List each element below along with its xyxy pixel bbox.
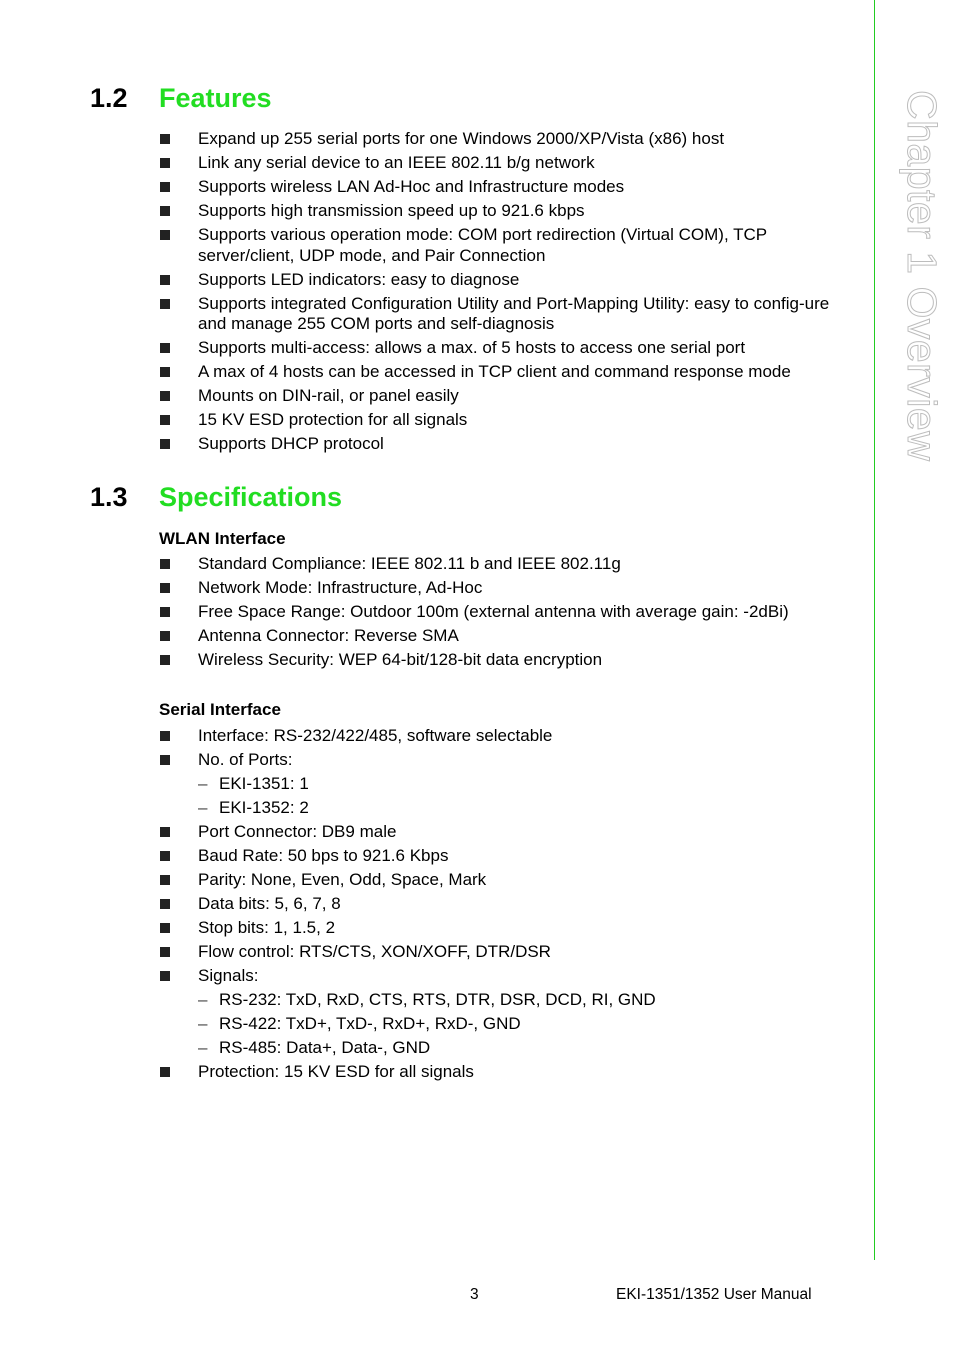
list-item: Data bits: 5, 6, 7, 8 [159,894,839,915]
dash-bullet-icon: – [198,990,208,1009]
list-item: Protection: 15 KV ESD for all signals [159,1062,839,1083]
list-item: Network Mode: Infrastructure, Ad-Hoc [159,578,839,599]
square-bullet-icon [160,971,170,981]
list-item: Link any serial device to an IEEE 802.11 b/g network [159,153,839,174]
list-item: Supports various operation mode: COM port redirection (Virtual COM), TCP server/client, UDP mode, and Pair Connection [159,225,839,266]
square-bullet-icon [160,631,170,641]
square-bullet-icon [160,731,170,741]
list-item: Port Connector: DB9 male [159,822,839,843]
specifications-heading [90,482,342,518]
serial-list [159,726,839,1086]
sub-list-item: – RS-422: TxD+, TxD-, RxD+, RxD-, GND [198,1014,521,1033]
dash-bullet-icon: – [198,1014,208,1033]
square-bullet-icon [160,299,170,309]
square-bullet-icon [160,655,170,665]
list-item: Flow control: RTS/CTS, XON/XOFF, DTR/DSR [159,942,839,963]
dash-bullet-icon: – [198,798,208,817]
square-bullet-icon [160,899,170,909]
dash-bullet-icon: – [198,774,208,793]
list-item: Mounts on DIN-rail, or panel easily [159,386,839,407]
list-item: Supports multi-access: allows a max. of 5 hosts to access one serial port [159,338,839,359]
square-bullet-icon [160,875,170,885]
features-heading [90,83,272,119]
list-item: Supports high transmission speed up to 921.6 kbps [159,201,839,222]
chapter-side-tab-label: Chapter 1 Overview [899,90,945,462]
list-item: Wireless Security: WEP 64-bit/128-bit data encryption [159,650,839,671]
list-item: Supports wireless LAN Ad-Hoc and Infrastructure modes [159,177,839,198]
list-item: Stop bits: 1, 1.5, 2 [159,918,839,939]
sub-list-item: – EKI-1352: 2 [198,798,309,817]
page-number: 3 [470,1286,479,1303]
list-item: Standard Compliance: IEEE 802.11 b and IEEE 802.11g [159,554,839,575]
square-bullet-icon [160,583,170,593]
square-bullet-icon [160,182,170,192]
dash-bullet-icon: – [198,1038,208,1057]
square-bullet-icon [160,415,170,425]
list-item: Interface: RS-232/422/485, software selectable [159,726,839,747]
list-item: A max of 4 hosts can be accessed in TCP client and command response mode [159,362,839,383]
square-bullet-icon [160,607,170,617]
features-list [159,129,839,458]
specifications-title: Specifications [159,482,343,512]
square-bullet-icon [160,439,170,449]
wlan-interface-heading: WLAN Interface [159,529,286,548]
list-item: Free Space Range: Outdoor 100m (external antenna with average gain: -2dBi) [159,602,839,623]
sub-list-item: – RS-232: TxD, RxD, CTS, RTS, DTR, DSR, DCD, RI, GND [198,990,656,1009]
square-bullet-icon [160,343,170,353]
square-bullet-icon [160,158,170,168]
features-title: Features [159,83,272,113]
features-number: 1.2 [90,83,128,113]
square-bullet-icon [160,559,170,569]
list-item: Parity: None, Even, Odd, Space, Mark [159,870,839,891]
sub-list-item: – RS-485: Data+, Data-, GND [198,1038,431,1057]
square-bullet-icon [160,134,170,144]
ports-sublist [198,774,839,819]
list-item: Signals: – RS-232: TxD, RxD, CTS, RTS, DTR, DSR, DCD, RI, GND – RS-422: TxD+, TxD-, RxD+, RxD-, GND – RS-485: Data+, Data-, GND [159,966,839,1059]
side-rule [874,0,875,1260]
list-item: Baud Rate: 50 bps to 921.6 Kbps [159,846,839,867]
list-item: Supports DHCP protocol [159,434,839,455]
list-item: Supports LED indicators: easy to diagnose [159,270,839,291]
square-bullet-icon [160,391,170,401]
square-bullet-icon [160,367,170,377]
signals-sublist [198,990,839,1059]
square-bullet-icon [160,206,170,216]
list-item: Supports integrated Configuration Utility and Port-Mapping Utility: easy to config-ure and manage 255 COM ports and self-diagnosis [159,294,839,335]
square-bullet-icon [160,230,170,240]
manual-title: EKI-1351/1352 User Manual [616,1286,812,1303]
square-bullet-icon [160,275,170,285]
square-bullet-icon [160,755,170,765]
list-item: No. of Ports: – EKI-1351: 1 – EKI-1352: 2 [159,750,839,819]
specifications-number: 1.3 [90,482,128,512]
square-bullet-icon [160,851,170,861]
serial-interface-heading: Serial Interface [159,700,281,719]
list-item: 15 KV ESD protection for all signals [159,410,839,431]
square-bullet-icon [160,1067,170,1077]
list-item: Antenna Connector: Reverse SMA [159,626,839,647]
list-item: Expand up 255 serial ports for one Windows 2000/XP/Vista (x86) host [159,129,839,150]
square-bullet-icon [160,923,170,933]
sub-list-item: – EKI-1351: 1 [198,774,309,793]
square-bullet-icon [160,947,170,957]
chapter-side-tab [893,90,953,462]
wlan-list [159,554,839,674]
square-bullet-icon [160,827,170,837]
